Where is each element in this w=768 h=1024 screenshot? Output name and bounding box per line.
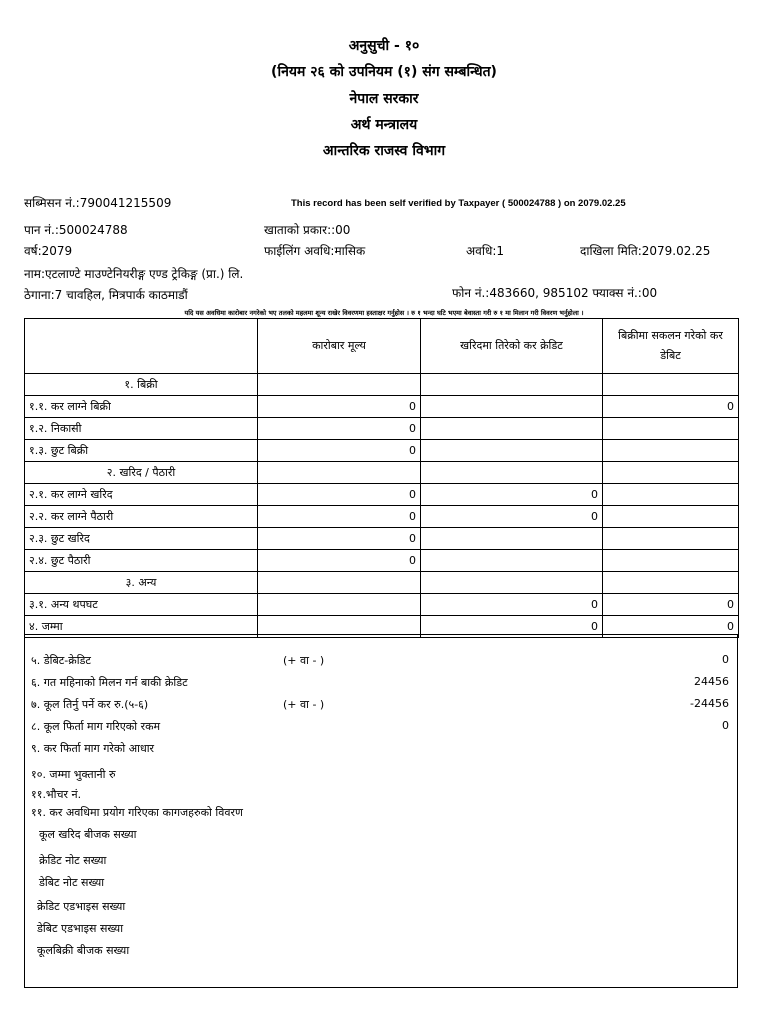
row-label: ३.१. अन्य थपघट [25,594,258,616]
sales-debit-cell [603,418,739,440]
debit-notes-label: डेबिट नोट सख्या [39,876,105,889]
sales-debit-cell [603,440,739,462]
rule-reference: (नियम २६ को उपनियम (१) संग सम्बन्धित) [271,64,497,80]
purchase-credit-cell [421,550,603,572]
debit-advice-label: डेबिट एडभाइस सख्या [37,922,124,935]
sales-debit-cell [603,550,739,572]
row-label: २.२. कर लाग्ने पैठारी [25,506,258,528]
transaction-value-cell: 0 [258,528,421,550]
summary-box [24,634,738,988]
voucher-label: ११.भौचर नं. [31,788,82,801]
purchase-credit-cell [421,418,603,440]
table-row [25,418,739,440]
account-type: खाताको प्रकार::00 [264,223,351,237]
header-cell-blank [25,319,258,374]
row-label: १.१. कर लाग्ने बिक्री [25,396,258,418]
total-payable-label: ७. कूल तिर्नु पर्ने कर रु.(५-६) [31,698,149,711]
refund-amount-label: ८. कूल फिर्ता माग गरिएको रकम [31,720,161,733]
purchase-credit-cell [421,462,603,484]
row-label: २.४. छुट पैठारी [25,550,258,572]
sales-debit-cell [603,528,739,550]
table-row [25,462,739,484]
purchase-credit-cell [421,440,603,462]
table-row [25,572,739,594]
table-row [25,440,739,462]
purchase-credit-cell [421,572,603,594]
verification-note: This record has been self verified by Taxpayer ( 500024788 ) on 2079.02.25 [291,198,626,209]
purchase-credit-cell: 0 [421,506,603,528]
credit-advice-label: क्रेडिट एडभाइस सख्या [37,900,126,913]
sales-debit-cell [603,374,739,396]
total-paid-label: १०. जम्मा भुक्तानी रु [31,768,116,781]
row-label: २. खरिद / पैठारी [25,462,258,484]
ministry-name: अर्थ मन्त्रालय [350,117,418,133]
table-row [25,374,739,396]
purchase-credit-cell: 0 [421,616,603,638]
transaction-value-cell [258,572,421,594]
table-header-row [25,319,739,374]
debit-credit-value: 0 [722,653,729,666]
sales-invoices-label: कूलबिक्री बीजक सख्या [37,944,130,957]
vat-table [24,318,739,638]
prev-credit-label: ६. गत महिनाको मिलन गर्न बाकी क्रेडिट [31,676,188,689]
sales-debit-cell [603,506,739,528]
total-payable-value: -24456 [690,697,729,710]
row-label: २.१. कर लाग्ने खरिद [25,484,258,506]
debit-credit-sign: (+ वा - ) [283,654,325,667]
header-purchase-credit: खरिदमा तिरेको कर क्रेडिट [421,319,603,374]
purchase-credit-cell: 0 [421,594,603,616]
fiscal-year: वर्ष:2079 [24,244,73,258]
row-label: १. बिक्री [25,374,258,396]
transaction-value-cell: 0 [258,550,421,572]
taxpayer-name: नाम:एटलाण्टे माउण्टेनियरीङ्ग एण्ड ट्रेकिङ्ग (प्रा.) लि. [24,267,244,281]
table-row [25,594,739,616]
taxpayer-address: ठेगाना:7 चावहिल, मित्रपार्क काठमाडौं [24,288,188,302]
row-label: ३. अन्य [25,572,258,594]
row-label: १.२. निकासी [25,418,258,440]
transaction-value-cell [258,594,421,616]
department-name: आन्तरिक राजस्व विभाग [322,143,446,159]
refund-basis-label: ९. कर फिर्ता माग गरेको आधार [31,742,155,755]
transaction-value-cell: 0 [258,440,421,462]
table-row [25,396,739,418]
credit-notes-label: क्रेडिट नोट सख्या [39,854,107,867]
schedule-title: अनुसुची - १० [348,38,420,54]
table-row [25,506,739,528]
transaction-value-cell: 0 [258,418,421,440]
sales-debit-cell: 0 [603,594,739,616]
phone-fax: फोन नं.:483660, 985102 फ्याक्स नं.:00 [452,286,658,300]
instruction-note: यदि यस अवधिमा कारोबार नगरेको भए तलको महलमा शून्य राखेर विवरणमा हस्ताक्षर गर्नुहोस । रु १ भन्दा घटि भएमा बेवास्ता गरी रु १ मा मिलान गरी विवरण भर्नुहोला । [184,309,584,317]
table-row [25,528,739,550]
debit-credit-label: ५. डेबिट-क्रेडिट [31,654,91,667]
submission-number: सब्मिसन नं.:790041215509 [24,196,172,210]
row-label: १.३. छुट बिक्री [25,440,258,462]
pan-number: पान नं.:500024788 [24,223,128,237]
sales-debit-cell: 0 [603,396,739,418]
purchase-credit-cell: 0 [421,484,603,506]
header-sales-debit: बिक्रीमा सकलन गरेको कर डेबिट [603,319,739,374]
transaction-value-cell [258,462,421,484]
prev-credit-value: 24456 [694,675,729,688]
row-label: २.३. छुट खरिद [25,528,258,550]
refund-amount-value: 0 [722,719,729,732]
purchase-credit-cell [421,396,603,418]
purchase-invoices-label: कूल खरिद बीजक सख्या [39,828,137,841]
transaction-value-cell: 0 [258,506,421,528]
row-label: ४. जम्मा [25,616,258,638]
total-payable-sign: (+ वा - ) [283,698,325,711]
header-transaction-value: कारोबार मूल्य [258,319,421,374]
purchase-credit-cell [421,528,603,550]
transaction-value-cell [258,374,421,396]
period: अवधि:1 [466,244,505,258]
purchase-credit-cell [421,374,603,396]
table-row [25,484,739,506]
filing-date: दाखिला मिति:2079.02.25 [580,244,711,258]
sales-debit-cell [603,484,739,506]
sales-debit-cell [603,572,739,594]
documents-used-label: ११. कर अवधिमा प्रयोग गरिएका कागजहरुको विवरण [31,806,243,819]
sales-debit-cell: 0 [603,616,739,638]
table-row [25,550,739,572]
transaction-value-cell: 0 [258,484,421,506]
government-name: नेपाल सरकार [349,91,419,107]
sales-debit-cell [603,462,739,484]
filing-period: फाईलिंग अवधि:मासिक [264,244,366,258]
transaction-value-cell: 0 [258,396,421,418]
